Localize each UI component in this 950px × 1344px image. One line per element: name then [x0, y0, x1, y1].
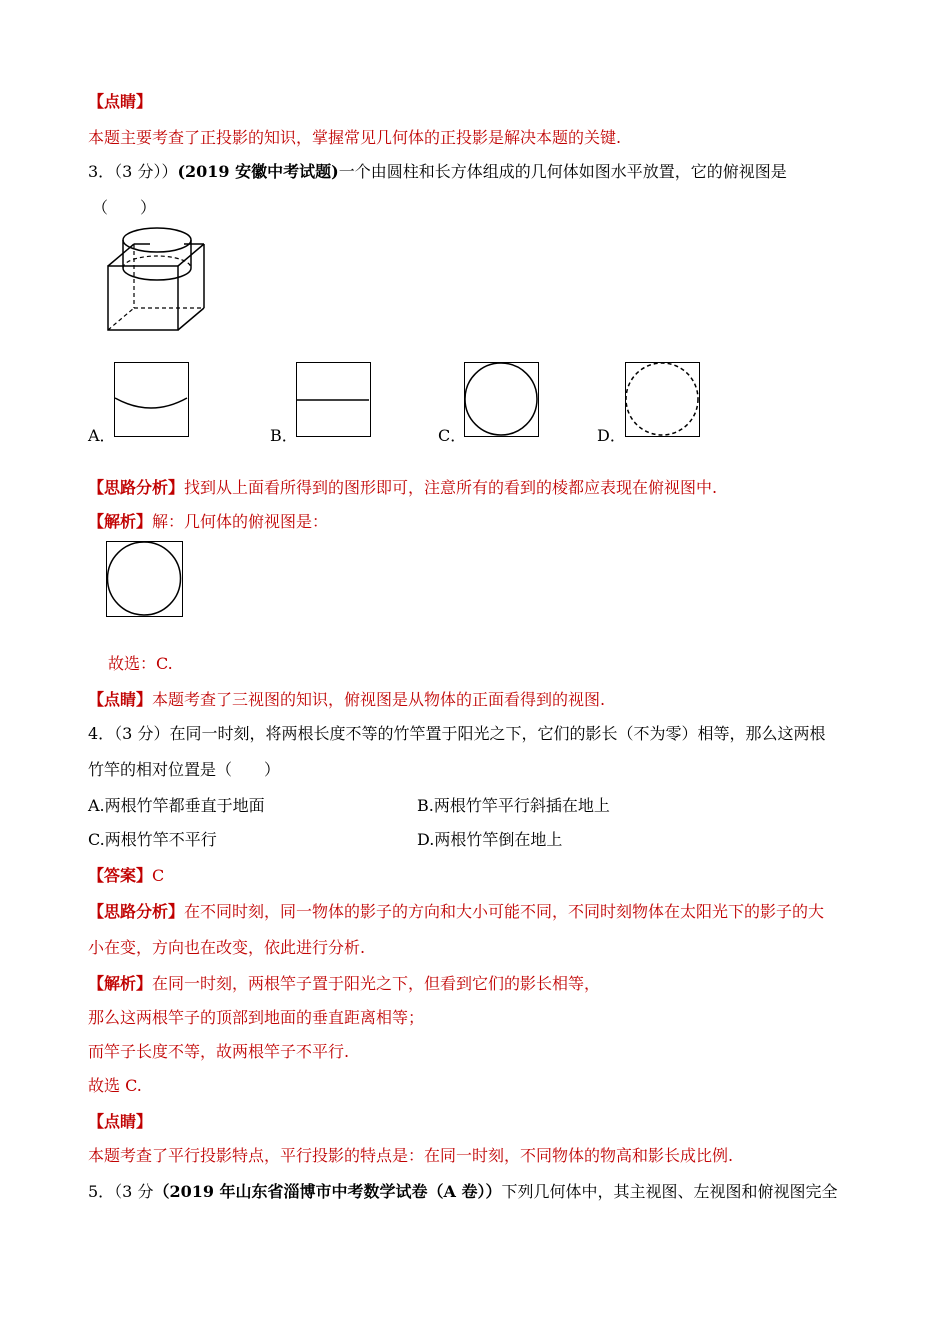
q5-stem — [88, 1182, 838, 1202]
q5-source: （2019 年山东省淄博市中考数学试卷（A 卷）） — [153, 1182, 502, 1201]
q3-analysis-text: 找到从上面看所得到的图形即可，注意所有的看到的棱都应表现在俯视图中. — [184, 478, 718, 497]
q4-option-a: A.两根竹竿都垂直于地面 — [88, 796, 265, 815]
q4-solution-line2: 那么这两根竿子的顶部到地面的垂直距离相等； — [88, 1008, 425, 1027]
q4-solution-label: 【解析】 — [88, 974, 153, 993]
q3-option-d-figure — [625, 362, 700, 437]
q3-option-a-figure — [114, 362, 189, 437]
q4-dianjing-text: 本题考查了平行投影特点，平行投影的特点是：在同一时刻，不同物体的物高和影长成比例. — [88, 1146, 734, 1165]
q3-solution-label: 【解析】 — [88, 512, 153, 531]
q3-number: 3．（3 分）） — [88, 162, 178, 181]
q4-answer — [88, 866, 164, 886]
q4-answer-value: C — [152, 866, 165, 885]
q3-analysis — [88, 478, 717, 498]
q3-option-c-label: C． — [438, 426, 467, 445]
q4-stem-line1 — [88, 724, 825, 744]
q3-option-d-label: D． — [597, 426, 626, 445]
q3-choice: 故选：C. — [108, 654, 173, 673]
q3-source: (2019 安徽中考试题) — [177, 162, 339, 181]
q4-option-d: D.两根竹竿倒在地上 — [417, 830, 563, 849]
q4-dianjing-label: 【点睛】 — [88, 1112, 153, 1131]
q5-number: 5．（3 分 — [88, 1182, 154, 1201]
q4-number: 4．（3 分） — [88, 724, 170, 743]
q3-dianjing-text: 本题考查了三视图的知识，俯视图是从物体的正面看得到的视图. — [152, 690, 606, 709]
q4-solution-line1 — [88, 974, 600, 994]
q4-stem-text: 在同一时刻，将两根长度不等的竹竿置于阳光之下，它们的影长（不为零）相等，那么这两根 — [169, 724, 826, 743]
q4-option-b: B.两根竹竿平行斜插在地上 — [417, 796, 610, 815]
q3-option-c-figure — [464, 362, 539, 437]
q4-analysis-text: 在不同时刻，同一物体的影子的方向和大小可能不同，不同时刻物体在太阳光下的影子的大 — [184, 902, 825, 921]
q3-solution — [88, 512, 328, 532]
q3-stem-text: 一个由圆柱和长方体组成的几何体如图水平放置，它的俯视图是 — [338, 162, 787, 181]
q4-stem-line2: 竹竿的相对位置是（ ） — [88, 760, 281, 779]
q3-stem — [88, 162, 787, 182]
dianjing-label: 【点睛】 — [88, 92, 153, 111]
q3-option-b-label: B． — [270, 426, 298, 445]
q3-dianjing — [88, 690, 605, 710]
q3-solution-figure — [106, 541, 183, 617]
q3-option-a-label: A． — [88, 426, 116, 445]
dianjing-text: 本题主要考查了正投影的知识，掌握常见几何体的正投影是解决本题的关键. — [88, 128, 622, 147]
q4-solution-text: 在同一时刻，两根竿子置于阳光之下，但看到它们的影长相等， — [152, 974, 601, 993]
q3-solution-text: 解：几何体的俯视图是： — [152, 512, 329, 531]
q3-dianjing-label: 【点睛】 — [88, 690, 153, 709]
q4-choice: 故选 C. — [88, 1076, 142, 1095]
q3-solid-figure — [100, 220, 220, 335]
q4-analysis-line1 — [88, 902, 824, 922]
q4-analysis-label: 【思路分析】 — [88, 902, 185, 921]
q4-solution-line3: 而竿子长度不等，故两根竿子不平行. — [88, 1042, 350, 1061]
q3-option-b-figure — [296, 362, 371, 437]
q4-answer-label: 【答案】 — [88, 866, 153, 885]
q3-analysis-label: 【思路分析】 — [88, 478, 185, 497]
q5-stem-text: 下列几何体中，其主视图、左视图和俯视图完全 — [501, 1182, 838, 1201]
q4-option-c: C.两根竹竿不平行 — [88, 830, 217, 849]
q4-analysis-line2: 小在变，方向也在改变，依此进行分析. — [88, 938, 366, 957]
q3-paren: （ ） — [92, 198, 157, 217]
